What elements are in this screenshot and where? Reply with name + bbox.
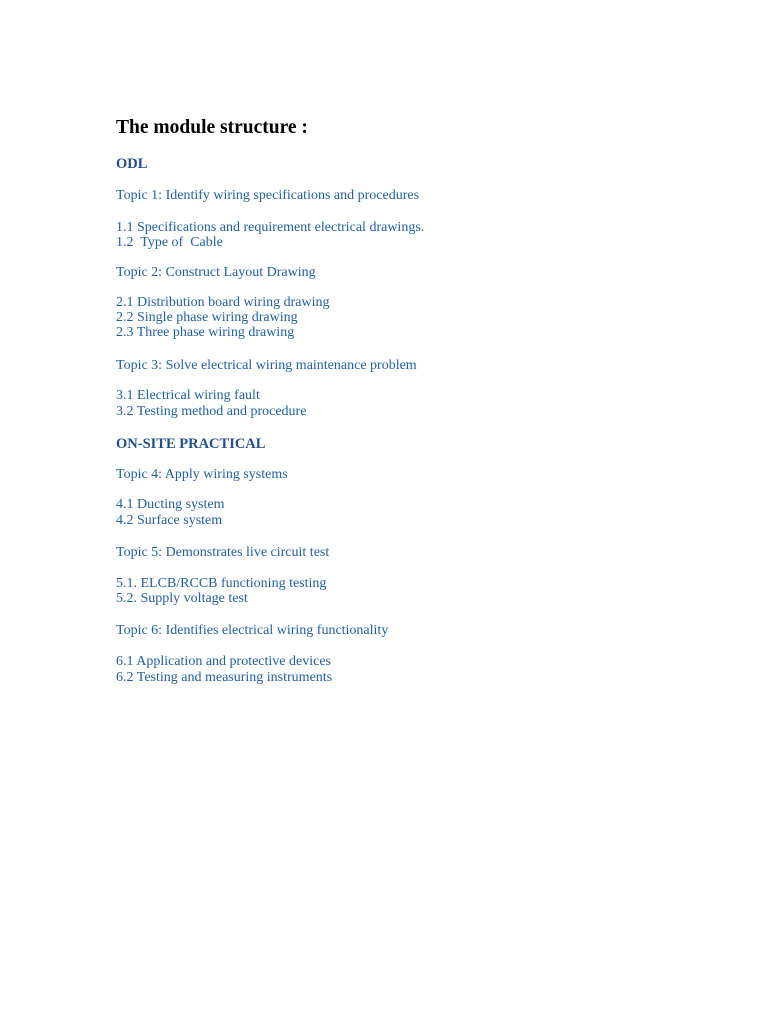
topic-5-heading: Topic 5: Demonstrates live circuit test [116,545,330,560]
topic-1-heading: Topic 1: Identify wiring specifications and procedures [116,188,420,203]
section-heading-on-site-practical: ON-SITE PRACTICAL [116,436,266,452]
topic-5-item-2: 5.2. Supply voltage test [116,591,248,606]
topic-3-item-2: 3.2 Testing method and procedure [116,404,307,419]
topic-6-item-1: 6.1 Application and protective devices [116,654,331,669]
topic-2-heading: Topic 2: Construct Layout Drawing [116,265,316,280]
topic-5-item-1: 5.1. ELCB/RCCB functioning testing [116,576,327,591]
topic-4-item-1: 4.1 Ducting system [116,497,225,512]
topic-4-heading: Topic 4: Apply wiring systems [116,467,288,482]
topic-4-item-2: 4.2 Surface system [116,513,223,528]
topic-6-item-2: 6.2 Testing and measuring instruments [116,670,333,685]
topic-3-item-1: 3.1 Electrical wiring fault [116,388,260,403]
topic-2-item-1: 2.1 Distribution board wiring drawing [116,295,330,310]
topic-1-item-2: 1.2 Type of Cable [116,235,223,250]
topic-1-item-1: 1.1 Specifications and requirement electrical drawings. [116,220,425,235]
topic-2-item-2: 2.2 Single phase wiring drawing [116,310,298,325]
section-heading-odl: ODL [116,156,148,172]
page-title: The module structure : [116,117,308,138]
topic-3-heading: Topic 3: Solve electrical wiring maintenance problem [116,358,417,373]
topic-2-item-3: 2.3 Three phase wiring drawing [116,325,295,340]
topic-6-heading: Topic 6: Identifies electrical wiring functionality [116,623,389,638]
